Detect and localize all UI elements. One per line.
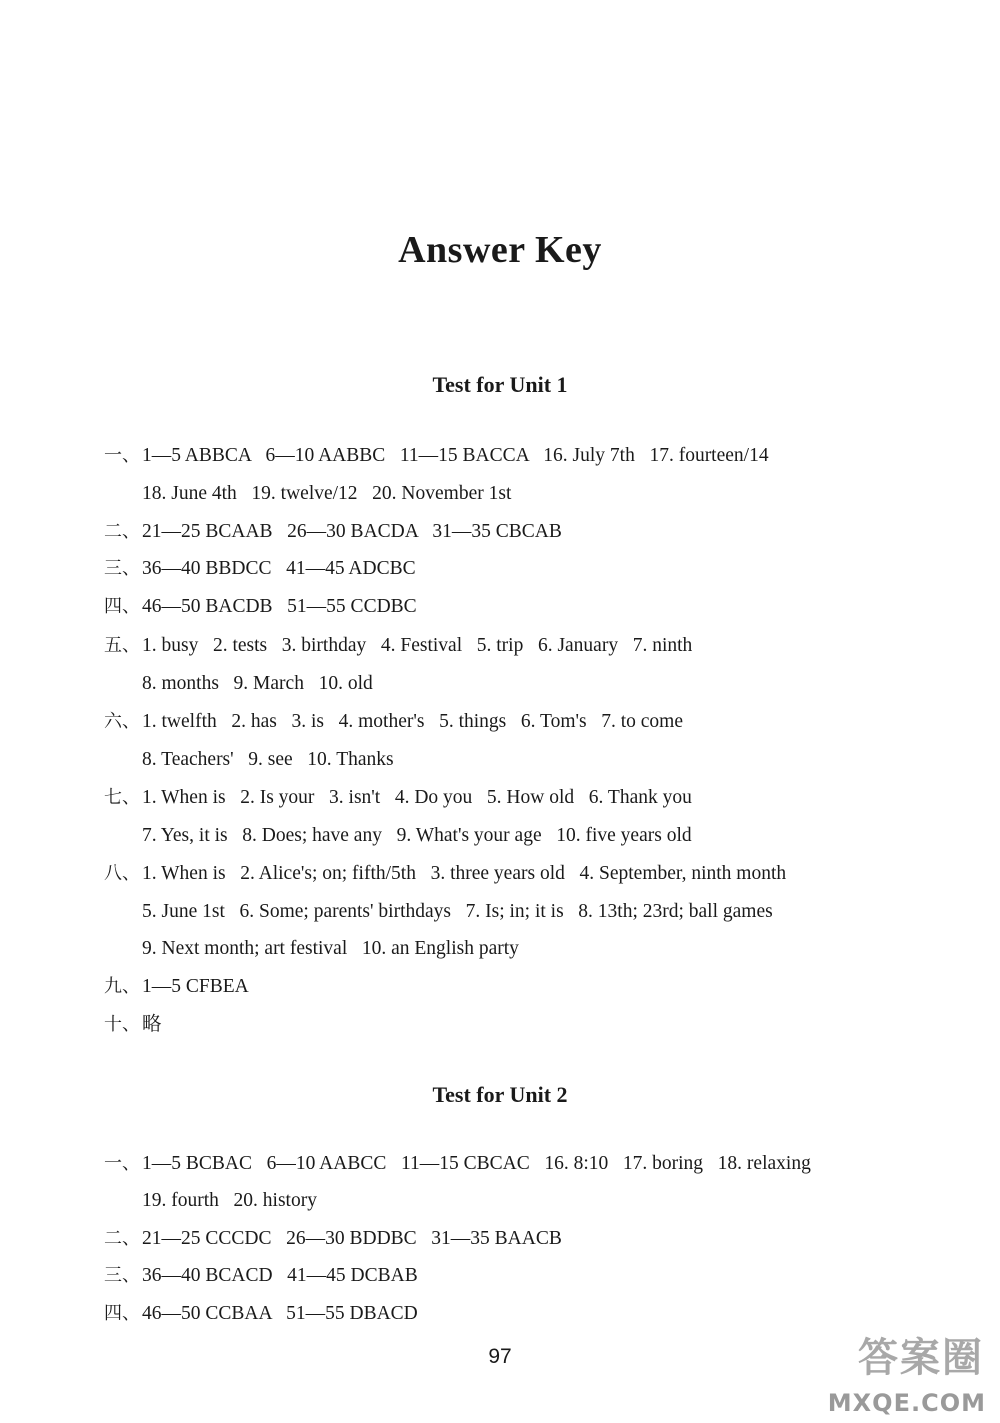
answer-line [142, 482, 511, 506]
question-group-label: 一、 [104, 1153, 140, 1174]
answer-text: 5. June 1st 6. Some; parents' birthdays 7. Is; in; it is 8. 13th; 23rd; ball games [142, 901, 773, 922]
answer-text: 36—40 BBDCC 41—45 ADCBC [142, 558, 416, 579]
answer-line [104, 710, 683, 734]
section-heading-unit-2: Test for Unit 2 [432, 1082, 568, 1107]
answer-text: 21—25 CCCDC 26—30 BDDBC 31—35 BAACB [142, 1228, 562, 1249]
question-group-label: 八、 [104, 863, 140, 884]
answer-line [104, 975, 249, 999]
answer-text: 46—50 BACDB 51—55 CCDBC [142, 596, 417, 617]
answer-text: 8. Teachers' 9. see 10. Thanks [142, 749, 394, 770]
answer-text: 46—50 CCBAA 51—55 DBACD [142, 1303, 418, 1324]
question-group-label: 七、 [104, 787, 140, 808]
answer-line [142, 748, 394, 772]
answer-line [104, 595, 417, 619]
answer-line [104, 1227, 562, 1251]
watermark-text: MXQE.COM [827, 1389, 986, 1417]
question-group-label: 四、 [104, 1303, 140, 1324]
answer-line [104, 1264, 418, 1288]
answer-line [104, 1013, 162, 1037]
question-group-label: 五、 [104, 635, 140, 656]
question-group-label: 三、 [104, 558, 140, 579]
answer-text: 18. June 4th 19. twelve/12 20. November 1st [142, 483, 512, 504]
answer-text: 1. busy 2. tests 3. birthday 4. Festival 5. trip 6. January 7. ninth [142, 635, 693, 656]
answer-text: 1—5 CFBEA [142, 976, 249, 997]
answer-text: 9. Next month; art festival 10. an English party [142, 938, 519, 959]
answer-text: 略 [142, 1014, 162, 1035]
answer-text: 1. When is 2. Alice's; on; fifth/5th 3. three years old 4. September, ninth month [142, 863, 787, 884]
answer-line [104, 786, 692, 810]
question-group-label: 三、 [104, 1265, 140, 1286]
answer-line [142, 672, 373, 696]
answer-text: 36—40 BCACD 41—45 DCBAB [142, 1265, 418, 1286]
question-group-label: 一、 [104, 445, 140, 466]
question-group-label: 九、 [104, 976, 140, 997]
answer-text: 1. twelfth 2. has 3. is 4. mother's 5. things 6. Tom's 7. to come [142, 711, 683, 732]
question-group-label: 十、 [104, 1014, 140, 1035]
answer-line [104, 634, 692, 658]
question-group-label: 二、 [104, 521, 140, 542]
question-group-label: 二、 [104, 1228, 140, 1249]
answer-text: 19. fourth 20. history [142, 1190, 317, 1211]
watermark-logo: 答案圈 [858, 1335, 984, 1381]
answer-text: 7. Yes, it is 8. Does; have any 9. What's your age 10. five years old [142, 825, 692, 846]
answer-line [104, 1302, 418, 1326]
answer-line [142, 824, 692, 848]
question-group-label: 四、 [104, 596, 140, 617]
answer-text: 21—25 BCAAB 26—30 BACDA 31—35 CBCAB [142, 521, 562, 542]
answer-text: 1. When is 2. Is your 3. isn't 4. Do you 5. How old 6. Thank you [142, 787, 692, 808]
answer-line [104, 520, 562, 544]
answer-text: 8. months 9. March 10. old [142, 673, 373, 694]
answer-line [104, 1152, 811, 1176]
question-group-label: 六、 [104, 711, 140, 732]
answer-line [142, 1189, 317, 1213]
answer-line [104, 444, 769, 468]
page-number: 97 [488, 1345, 512, 1368]
answer-text: 1—5 ABBCA 6—10 AABBC 11—15 BACCA 16. July 7th 17. fourteen/14 [142, 445, 769, 466]
answer-text: 1—5 BCBAC 6—10 AABCC 11—15 CBCAC 16. 8:10 17. boring 18. relaxing [142, 1153, 811, 1174]
answer-line [104, 557, 416, 581]
page-title: Answer Key [398, 229, 602, 271]
answer-line [104, 862, 786, 886]
section-heading-unit-1: Test for Unit 1 [432, 372, 568, 397]
answer-line [142, 900, 773, 924]
answer-line [142, 937, 519, 961]
